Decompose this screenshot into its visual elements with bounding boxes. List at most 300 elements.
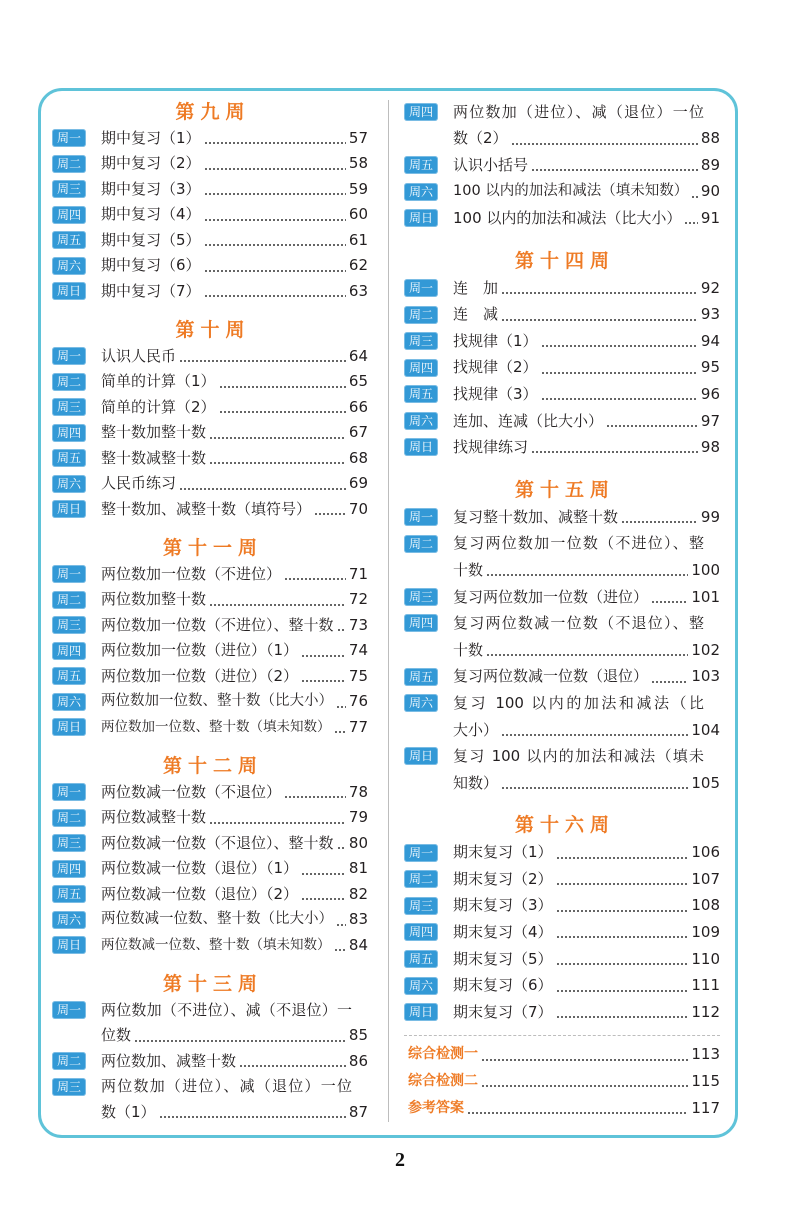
dot-leader [691,195,698,199]
toc-entry [404,999,720,1026]
entry-title: 期中复习（4） [101,205,201,223]
dot-leader [337,628,346,632]
indent-spacer [404,570,453,571]
entry-page-number: 72 [348,590,368,608]
dot-leader [556,935,689,939]
day-badge: 周一 [52,565,86,583]
toc-entry-line [52,177,368,203]
entry-title: 期末复习（3） [453,896,553,915]
entry-page-number: 65 [348,372,368,390]
toc-entry [52,587,368,613]
day-badge: 周日 [404,1003,438,1021]
toc-entry-line [52,780,368,806]
day-badge: 周五 [52,231,86,249]
dot-leader [501,786,688,790]
entry-page-number: 57 [348,128,368,147]
toc-entry-line [52,856,368,882]
day-badge: 周五 [404,950,438,968]
dot-leader [284,795,346,799]
toc-entry-line [404,205,720,232]
day-badge: 周三 [52,180,86,198]
entry-page-number: 58 [348,154,368,172]
toc-entry-line [52,638,368,664]
indent-spacer [404,783,453,784]
entry-page-number: 98 [700,438,720,457]
toc-entry [52,151,368,177]
toc-entry [52,664,368,690]
entry-page-number: 110 [691,949,720,968]
entry-title: 知数） [453,773,499,792]
entry-title: 期中复习（1） [101,128,201,147]
dot-leader [134,1039,346,1043]
day-badge: 周三 [52,398,86,416]
toc-entry-line [404,354,720,381]
entry-title: 大小） [453,720,499,739]
indent-spacer [404,650,453,651]
toc-entry-line [404,125,720,152]
entry-title: 找规律练习 [453,438,529,457]
day-badge: 周二 [404,535,438,553]
toc-entry-line [52,497,368,523]
dot-leader [219,410,346,414]
toc-entry [404,530,720,583]
toc-entry-line [404,866,720,893]
day-badge: 周四 [404,923,438,941]
day-badge: 周一 [404,844,438,862]
toc-entry-line [404,584,720,611]
entry-title: 找规律（2） [453,358,538,377]
entry-page-number: 61 [348,230,368,249]
entry-title: 两位数加一位数（不进位）、整十数 [101,615,334,634]
day-badge: 周三 [52,1078,86,1096]
entry-page-number: 104 [691,720,720,739]
day-badge: 周二 [404,870,438,888]
toc-entry [404,584,720,611]
entry-title: 期末复习（7） [453,1002,553,1021]
dot-leader [179,359,346,363]
entry-page-number: 85 [348,1026,368,1044]
indent-spacer [404,138,453,139]
entry-page-number: 90 [700,182,720,201]
dot-leader [204,141,346,145]
toc-entry [404,839,720,866]
toc-entry [404,610,720,663]
indent-spacer [52,1035,101,1036]
entry-page-number: 64 [348,346,368,365]
dot-leader [556,1015,689,1019]
week-heading: 第十五周 [514,478,615,501]
dot-leader [204,294,346,298]
toc-entry [404,275,720,302]
day-badge: 周二 [52,1052,86,1070]
toc-entry [52,369,368,395]
dot-leader [651,680,688,684]
dot-leader [159,1115,346,1119]
dot-leader [556,962,689,966]
day-badge: 周六 [52,693,86,711]
toc-entry-line [404,152,720,179]
toc-entry [52,933,368,959]
dot-leader [209,821,346,825]
entry-page-number: 66 [348,397,368,416]
toc-entry-line [52,715,368,741]
entry-page-number: 112 [691,1002,720,1021]
toc-entry [52,638,368,664]
dot-leader [204,243,346,247]
toc-entry [404,301,720,328]
indent-spacer [52,1112,101,1113]
dot-leader [239,1064,346,1068]
toc-entry-line [52,689,368,715]
dot-leader [209,461,346,465]
dot-leader [301,679,346,683]
day-badge: 周六 [404,977,438,995]
toc-entry [404,946,720,973]
entry-title: 复习两位数加一位数（进位） [453,587,649,606]
toc-entry [52,780,368,806]
test-title: 参考答案 [408,1099,464,1116]
dot-leader [621,520,698,524]
entry-title: 100 以内的加法和减法（填未知数） [453,183,689,200]
test-title: 综合检测二 [408,1073,478,1090]
entry-title: 复习两位数减一位数（退位） [453,667,649,686]
entry-title: 数（1） [101,1102,156,1121]
entry-page-number: 109 [691,923,720,942]
entry-page-number: 108 [691,896,720,915]
dot-leader [209,436,346,440]
toc-entry-line [52,471,368,497]
entry-title: 人民币练习 [101,474,177,492]
toc-entry-line [404,434,720,461]
toc-entry [52,805,368,831]
day-badge: 周五 [404,668,438,686]
entry-page-number: 86 [348,1051,368,1070]
test-entry [404,1095,720,1122]
toc-entry [404,972,720,999]
toc-entry [404,866,720,893]
toc-entry-line [404,99,720,126]
dot-leader [541,397,698,401]
column-divider [388,100,389,1122]
toc-entry-line [52,420,368,446]
dot-leader [337,846,346,850]
toc-entry-line [52,998,368,1024]
dot-leader [531,450,698,454]
toc-entry [52,613,368,639]
toc-entry-line [52,562,368,588]
test-page-number: 113 [691,1045,720,1064]
entry-title: 两位数加（不进位）、减（不退位）一 [101,1000,352,1019]
dot-leader [204,167,346,171]
dot-leader [501,733,688,737]
toc-entry-line [52,1100,368,1126]
day-badge: 周二 [52,591,86,609]
day-badge: 周三 [404,588,438,606]
entry-page-number: 76 [348,692,368,710]
entry-title: 整十数减整十数 [101,448,207,467]
dot-leader [486,653,688,657]
dot-leader [219,385,346,389]
toc-entry-line [404,839,720,866]
entry-title: 期末复习（4） [453,923,553,942]
entry-title: 简单的计算（2） [101,397,216,416]
day-badge: 周四 [404,359,438,377]
entry-title: 连 加 [453,278,499,297]
day-badge: 周二 [52,809,86,827]
dot-leader [556,909,689,913]
entry-title: 整十数加、减整十数（填符号） [101,499,312,518]
day-badge: 周六 [404,412,438,430]
toc-entry [404,743,720,796]
entry-title: 认识人民币 [101,346,177,365]
entry-page-number: 95 [700,358,720,377]
entry-title: 整十数加整十数 [101,423,207,441]
toc-entry-line [404,637,720,664]
toc-entry-line [404,946,720,973]
dot-leader [301,654,346,658]
entry-page-number: 92 [700,278,720,297]
toc-entry [404,504,720,531]
toc-entry-line [52,831,368,857]
entry-page-number: 62 [348,256,368,274]
dot-leader [556,882,689,886]
entry-page-number: 89 [700,155,720,174]
toc-entry [52,562,368,588]
entry-page-number: 59 [348,179,368,198]
contents-right-column [404,99,720,1122]
entry-page-number: 94 [700,331,720,350]
entry-title: 两位数加整十数 [101,590,207,608]
entry-page-number: 101 [691,587,720,606]
toc-entry-line [52,202,368,228]
dot-leader [651,600,688,604]
toc-entry-line [404,663,720,690]
toc-entry [52,253,368,279]
toc-entry-line [52,369,368,395]
entry-page-number: 105 [691,773,720,792]
entry-title: 期末复习（5） [453,949,553,968]
entry-title: 期中复习（5） [101,230,201,249]
test-entry [404,1041,720,1068]
entry-title: 两位数加一位数（进位）（1） [101,641,299,659]
toc-entry-line [52,805,368,831]
entry-title: 连加、连减（比大小） [453,411,604,430]
toc-entry [404,408,720,435]
test-title: 综合检测一 [408,1046,478,1063]
entry-title: 期末复习（2） [453,869,553,888]
toc-entry-line [52,151,368,177]
entry-page-number: 83 [348,910,368,928]
entry-page-number: 106 [691,843,720,862]
entry-title: 复习整十数加、减整十数 [453,507,619,526]
entry-page-number: 67 [348,423,368,441]
toc-entry [404,892,720,919]
dot-leader [179,487,346,491]
toc-entry [52,177,368,203]
day-badge: 周日 [52,282,86,300]
dot-leader [301,872,346,876]
toc-entry-line [404,557,720,584]
dot-leader [511,142,698,146]
entry-page-number: 102 [691,640,720,659]
toc-entry [52,344,368,370]
entry-page-number: 78 [348,782,368,801]
indent-spacer [404,729,453,730]
toc-entry [404,919,720,946]
week-heading: 第十四周 [514,249,615,272]
toc-entry-line [52,279,368,305]
toc-entry-line [52,395,368,421]
toc-entry-line [52,228,368,254]
toc-entry [52,228,368,254]
entry-page-number: 84 [348,935,368,954]
toc-entry [404,434,720,461]
entry-title: 两位数加一位数（不进位） [101,564,282,583]
test-page-number: 117 [691,1098,720,1117]
entry-page-number: 73 [348,615,368,634]
test-entry [404,1068,720,1095]
day-badge: 周三 [52,834,86,852]
dot-leader [336,705,346,709]
week-heading: 第九周 [175,100,251,123]
dot-leader [486,573,688,577]
entry-title: 期中复习（3） [101,179,201,198]
dot-leader [481,1084,688,1088]
toc-entry [404,381,720,408]
toc-entry-line [404,328,720,355]
day-badge: 周日 [404,209,438,227]
entry-page-number: 97 [700,411,720,430]
entry-title: 两位数加、减整十数 [101,1051,237,1070]
day-badge: 周五 [404,385,438,403]
toc-entry [404,99,720,152]
entry-page-number: 93 [700,305,720,324]
dot-leader [336,923,346,927]
toc-entry [52,471,368,497]
toc-entry-line [52,344,368,370]
entry-title: 两位数加一位数、整十数（填未知数） [101,718,331,735]
entry-page-number: 103 [691,667,720,686]
page-number: 2 [395,1149,405,1171]
entry-title: 期中复习（6） [101,256,201,274]
entry-page-number: 80 [348,833,368,852]
entry-title: 位数 [101,1026,132,1044]
day-badge: 周四 [52,424,86,442]
toc-entry-line [404,610,720,637]
day-badge: 周一 [52,1001,86,1019]
toc-entry-line [404,743,720,770]
dot-leader [606,424,698,428]
entry-page-number: 91 [700,209,720,228]
toc-entry-line [404,919,720,946]
day-badge: 周四 [52,860,86,878]
toc-entry [52,907,368,933]
day-badge: 周六 [404,183,438,201]
toc-entry-line [52,1074,368,1100]
toc-entry [404,690,720,743]
toc-entry [404,354,720,381]
dot-leader [684,221,698,225]
day-badge: 周一 [52,129,86,147]
entry-title: 复习 100 以内的加法和减法（比 [453,693,704,712]
toc-entry [52,715,368,741]
toc-entry-line [404,690,720,717]
toc-entry [52,202,368,228]
toc-entry-line [52,1049,368,1075]
toc-entry-line [52,907,368,933]
day-badge: 周日 [52,500,86,518]
entry-page-number: 71 [348,564,368,583]
dot-leader [501,291,698,295]
toc-entry-line [52,126,368,152]
dot-leader [467,1111,688,1115]
dot-leader [204,269,346,273]
day-badge: 周六 [404,694,438,712]
day-badge: 周日 [52,936,86,954]
day-badge: 周六 [52,257,86,275]
entry-page-number: 107 [691,869,720,888]
entry-title: 复习 100 以内的加法和减法（填未 [453,747,704,766]
day-badge: 周三 [404,897,438,915]
entry-page-number: 82 [348,884,368,903]
entry-title: 两位数减整十数 [101,808,207,826]
entry-page-number: 68 [348,448,368,467]
entry-page-number: 99 [700,507,720,526]
entry-page-number: 69 [348,474,368,492]
dot-leader [301,897,346,901]
entry-page-number: 111 [691,976,720,995]
toc-entry-line [52,1023,368,1049]
toc-entry-line [52,613,368,639]
day-badge: 周五 [404,156,438,174]
entry-page-number: 63 [348,281,368,300]
toc-entry-line [404,408,720,435]
entry-page-number: 100 [691,560,720,579]
day-badge: 周三 [52,616,86,634]
day-badge: 周四 [404,614,438,632]
entry-title: 认识小括号 [453,155,529,174]
dot-leader [481,1058,688,1062]
entry-title: 数（2） [453,129,508,148]
toc-entry [52,831,368,857]
contents-left-column [52,99,368,1126]
dot-leader [501,318,698,322]
day-badge: 周一 [52,347,86,365]
toc-entry-line [404,892,720,919]
entry-page-number: 75 [348,666,368,685]
week-heading: 第十三周 [162,972,263,995]
toc-entry [52,856,368,882]
entry-title: 100 以内的加法和减法（比大小） [453,209,682,228]
toc-entry-line [404,717,720,744]
entry-title: 十数 [453,640,484,659]
toc-entry-line [404,770,720,797]
day-badge: 周二 [52,155,86,173]
dot-leader [204,218,346,222]
entry-page-number: 87 [348,1102,368,1121]
toc-entry [404,205,720,232]
day-badge: 周一 [404,279,438,297]
day-badge: 周四 [404,103,438,121]
day-badge: 周日 [404,747,438,765]
entry-title: 简单的计算（1） [101,372,216,390]
toc-entry-line [404,972,720,999]
entry-title: 两位数减一位数（不退位）、整十数 [101,833,334,852]
week-heading: 第十周 [175,318,251,341]
dot-leader [209,603,346,607]
day-badge: 周六 [52,475,86,493]
dot-leader [334,948,346,952]
